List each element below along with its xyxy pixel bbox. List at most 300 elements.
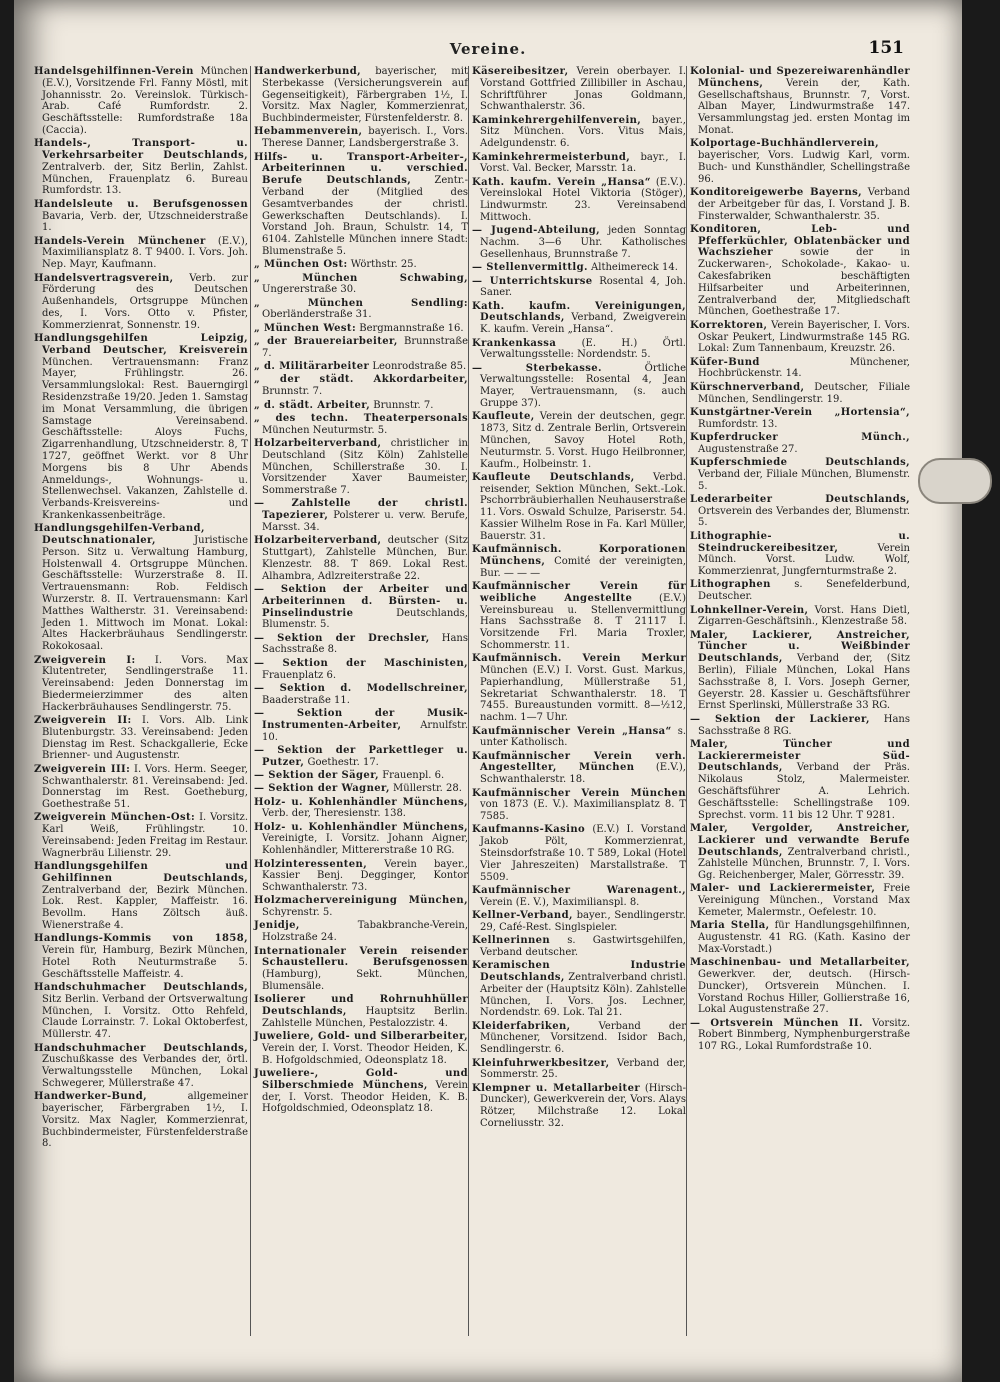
- entry-heading: Kaufmännischer Verein für weibliche Angestellte: [472, 580, 686, 604]
- directory-entry: [254, 920, 468, 944]
- entry-heading: Maschinenbau- und Metallarbeiter,: [690, 957, 910, 969]
- entry-heading: Kaufmännischer Warenagent.,: [472, 884, 686, 896]
- entry-text: Juristische Person. Sitz u. Verwaltung Hamburg, Holstenwall 4. Ortsgruppe München. Geschäftsstelle: Wurzerstraße 8. II. Vertrauensmann: Rob. Feldisch Wurzerstr. 8. II. Vertrauensmann: Karl Matthes Waltherstr. 31. Vereinsabend: Jeden 1. Mittwoch im Monat. Lokal: Altes Hackerbräuhaus Sendlingerstr. Rokokosaal.: [42, 535, 248, 653]
- directory-entry: [254, 273, 468, 297]
- directory-entry: [254, 946, 468, 993]
- directory-entry: [472, 653, 686, 724]
- directory-entry: [254, 374, 468, 398]
- entry-text: München (E.V.) I. Vorst. Gust. Markus, Papierhandlung, Müllerstraße 51, Sekretariat Schwanthalerstr. 18. T 7455. Bureaustunden vormitt. 8—½12, nachm. 1—7 Uhr.: [480, 665, 686, 724]
- entry-text: Hans Sachsstraße 8.: [262, 632, 468, 656]
- entry-text: Verband der, Filiale München, Blumenstr. 5.: [698, 468, 910, 492]
- directory-entry: [472, 276, 686, 300]
- directory-entry: [472, 824, 686, 883]
- entry-text: Verein Münch. Vorst. Ludw. Wolf, Kommerzienrat, Jungfernturmstraße 2.: [698, 542, 910, 578]
- column-rule: [250, 66, 251, 1336]
- entry-heading: Kaufmännischer Verein „Hansa“: [472, 725, 672, 737]
- entry-heading: Handels-Verein Münchener: [34, 235, 206, 247]
- entry-text: Verband der Münchener, Vorsitzend. Isidor Bach, Sendlingerstr. 6.: [480, 1020, 686, 1056]
- entry-heading: Lithographen: [690, 579, 771, 591]
- entry-heading: Konditoreigewerbe Bayerns,: [690, 186, 863, 198]
- entry-heading: Holz- u. Kohlenhändler Münchens,: [254, 821, 468, 833]
- entry-text: Wörthstr. 25.: [350, 259, 417, 271]
- entry-text: bayerischer, mit Sterbekasse (Versicherungsverein auf Gegenseitigkeit), Färbergraben 1½, I. Vorsitz. Max Nagler, Kommerzienrat, Buchbindermeister, Fürstenfelderstr. 8.: [262, 66, 468, 125]
- column-rule: [686, 66, 687, 1336]
- entry-text: München. Vertrauensmann: Franz Mayer, Frühlingstr. 26. Versammlungslokal: Rest. Bauerngirgl Residenzstraße 19/20. Jeden 1. Samstag im Monat Versammlung, die übrigen Samstage Vereinsabend. Geschäftsstelle: Aloys Fuchs, Zigarrenhandlung, Utzschneiderstr. 8, T 1727, geöffnet Werkt. vor 8 Uhr Morgens bis 8 Uhr Abends Anmeldungs-, Wohnungs- u. Stellenwechsel. Vakanzen, Zahlstelle d. Verbands-Kreisvereins- und Krankenkassenbeiträge.: [42, 356, 248, 521]
- entry-heading: Kürschnerverband,: [690, 381, 805, 393]
- directory-entry: [254, 400, 468, 412]
- entry-heading: Kupferschmiede Deutschlands,: [690, 457, 910, 468]
- directory-entry: [34, 333, 248, 522]
- entry-text: Verein der, I. Vorst. Theodor Heiden, K. B. Hofgoldschmied, Odeonsplatz 18.: [262, 1079, 468, 1115]
- entry-text: Verbd. reisender, Sektion München, Sekt.-Lok. Pschorrbräubierhallen Neuhauserstraße 11. Vors. Oswald Schulze, Pariserstr. 54. Kassier Wilhelm Rose in Fa. Karl Müller, Bauerstr. 31.: [480, 471, 686, 542]
- entry-text: Brunnstraße 7.: [262, 336, 468, 359]
- directory-entry: [472, 885, 686, 909]
- entry-text: Rosental 4, Joh. Saner.: [480, 275, 687, 299]
- entry-heading: Kaminkehrergehilfenverein,: [472, 114, 642, 126]
- running-title: Vereine.: [449, 40, 527, 58]
- entry-text: Zentralverband der, Bezirk München. Lok. Rest. Kappler, Maffeistr. 16. Bevollm. Hans Zöltsch äuß. Wienerstraße 4.: [42, 884, 248, 932]
- entry-text: bayer., Sitz München. Vors. Vitus Mais, Adelgundenstr. 6.: [480, 114, 686, 150]
- entry-text: (Hirsch-Duncker), Gewerkverein der, Vors. Alays Rötzer, Milchstraße 12. Lokal Corneliusstr. 32.: [480, 1082, 686, 1130]
- entry-text: Verband der Präs. Nikolaus Stolz, Malermeister. Geschäftsführer A. Lehrich. Geschäftsstelle: Schellingstraße 109. Sprechst. vorm. 11 bis 12 Uhr. T 9281.: [698, 762, 910, 821]
- entry-text: Leonrodstraße 85.: [372, 361, 467, 373]
- entry-heading: — Unterrichtskurse: [472, 275, 593, 287]
- entry-heading: — Sektion der Drechsler,: [254, 632, 430, 644]
- directory-entry: [472, 910, 686, 934]
- directory-entry: [472, 152, 686, 176]
- directory-entry: [472, 788, 686, 823]
- entry-heading: — Sektion der Lackierer,: [690, 713, 870, 725]
- entry-text: Vorsitz. Robert Binmberg, Nymphenburgerstraße 107 RG., Lokal Rumfordstraße 10.: [698, 1017, 910, 1053]
- entry-heading: Handelsgehilfinnen-Verein: [34, 66, 194, 77]
- book-page: [14, 0, 962, 1382]
- entry-text: München Neuturmstr. 5.: [262, 424, 388, 436]
- entry-text: Baaderstraße 11.: [262, 694, 350, 706]
- entry-heading: — Jugend-Abteilung,: [472, 225, 601, 237]
- entry-text: Deutschlands, Blumenstr. 5.: [262, 607, 468, 631]
- column-3: [472, 66, 686, 1131]
- directory-entry: [254, 259, 468, 271]
- entry-heading: Krankenkassa: [472, 337, 557, 349]
- directory-entry: [690, 579, 910, 603]
- directory-entry: [254, 770, 468, 782]
- directory-entry: [472, 338, 686, 362]
- entry-text: Verein Bayerischer, I. Vors. Oskar Peukert, Lindwurmstraße 145 RG. Lokal: Zum Tannenbaum, Kreuzstr. 26.: [698, 319, 910, 355]
- directory-entry: [690, 714, 910, 738]
- directory-entry: [690, 138, 910, 185]
- entry-heading: Holzmachervereinigung München,: [254, 895, 468, 907]
- entry-text: Sitz Berlin. Verband der Ortsverwaltung München, I. Vorsitz. Otto Rehfeld, Claude Lorrainstr. 7. Lokal Oktoberfest, Müllerstr. 47.: [42, 993, 248, 1041]
- entry-text: Örtliche Verwaltungsstelle: Rosental 4, Jean Mayer, Vertrauensmann, (s. auch Gruppe 37).: [480, 362, 686, 410]
- entry-text: bayer., Sendlingerstr. 29, Café-Rest. Singlspieler.: [480, 909, 686, 933]
- entry-heading: „ München Sendling:: [254, 297, 468, 309]
- entry-heading: — Sektion der Parkettleger u. Putzer,: [254, 744, 468, 768]
- entry-heading: Kaufmännisch. Korporationen Münchens,: [472, 544, 686, 567]
- entry-text: Bavaria, Verb. der, Utzschneiderstraße 1.: [42, 210, 248, 234]
- entry-text: Zuschußkasse des Verbandes der, örtl. Verwaltungsstelle München, Lokal Schwegerer, Müllerstraße 47.: [42, 1054, 248, 1089]
- directory-entry: [254, 126, 468, 150]
- entry-heading: — Ortsverein München II.: [690, 1017, 863, 1029]
- entry-heading: Kunstgärtner-Verein „Hortensia“,: [690, 406, 910, 418]
- entry-text: Arnulfstr. 10.: [262, 719, 468, 743]
- entry-heading: Kolportage-Buchhändlerverein,: [690, 138, 879, 150]
- entry-text: s. Senefelderbund, Deutscher.: [698, 579, 910, 603]
- entry-text: Hauptsitz Berlin. Zahlstelle München, Pestalozzistr. 4.: [262, 1006, 468, 1029]
- entry-heading: Handschuhmacher Deutschlands,: [34, 982, 248, 994]
- column-1: [34, 66, 248, 1152]
- directory-entry: [254, 66, 468, 125]
- directory-entry: [254, 783, 468, 795]
- entry-heading: — Sektion der Maschinisten,: [254, 657, 468, 669]
- directory-entry: [34, 715, 248, 762]
- entry-text: Verein der deutschen, gegr. 1873, Sitz d. Zentrale Berlin, Ortsverein München, Savoy Hotel Roth, Neuturmstr. 5. Vorst. Hugo Heilbronner, Kaufm., Holbeinstr. 1.: [480, 411, 686, 470]
- entry-text: Frauenpl. 6.: [382, 769, 445, 781]
- entry-text: (E.V.) I. Vorstand Jakob Pölt, Kommerzienrat, Steinsdorfstraße 10. T 589, Lokal (Hotel Vier Jahreszeiten) Marstallstraße. T 5509.: [480, 824, 686, 883]
- entry-text: Tabakbranche-Verein, Holzstraße 24.: [262, 920, 468, 944]
- entry-heading: Maler, Lackierer, Anstreicher, Tüncher u. Weißbinder Deutschlands,: [690, 629, 910, 665]
- entry-heading: Kath. kaufm. Verein „Hansa“: [472, 176, 651, 188]
- directory-entry: [690, 823, 910, 882]
- entry-text: Zentr.-Verband der (Mitglied des Gesamtverbandes der christl. Gewerkschaften Deutschlands). I. Vorstand Joh. Braun, Schulstr. 14, T 6104. Zahlstelle München innere Stadt: Blumenstraße 5.: [262, 175, 468, 257]
- entry-text: s. unter Katholisch.: [480, 725, 686, 749]
- directory-entry: [472, 751, 686, 786]
- directory-entry: [34, 236, 248, 271]
- directory-entry: [254, 361, 468, 373]
- directory-entry: [690, 66, 910, 137]
- entry-heading: Handlungsgehilfen und Gehilfinnen Deutschlands,: [34, 861, 248, 884]
- entry-heading: Hebammenverein,: [254, 126, 363, 138]
- entry-heading: Kupferdrucker Münch.,: [690, 431, 910, 443]
- directory-entry: [472, 1021, 686, 1056]
- directory-entry: [690, 920, 910, 955]
- entry-heading: Kellner-Verband,: [472, 909, 573, 921]
- directory-entry: [472, 726, 686, 750]
- directory-entry: [472, 544, 686, 579]
- directory-entry: [254, 323, 468, 335]
- entry-heading: Hilfs- u. Transport-Arbeiter-, Arbeiterinnen u. verschied. Berufe Deutschlands,: [254, 151, 468, 187]
- directory-entry: [254, 822, 468, 857]
- directory-entry: [690, 494, 910, 529]
- entry-text: Zentralverband christl., Zahlstelle München, Brunnstr. 7, I. Vors. Gg. Reichenberger, Maler, Görresstr. 39.: [698, 846, 910, 882]
- entry-text: bayr., I. Vorst. Val. Becker, Marsstr. 1a.: [480, 151, 686, 175]
- entry-heading: Klempner u. Metallarbeiter: [472, 1082, 641, 1094]
- entry-heading: „ des techn. Theaterpersonals: [254, 412, 468, 424]
- entry-text: Bergmannstraße 16.: [359, 322, 464, 334]
- directory-entry: [690, 883, 910, 918]
- entry-text: Frauenplatz 6.: [262, 669, 337, 681]
- entry-heading: — Sektion der Wagner,: [254, 783, 390, 795]
- entry-text: München (E.V.), Vorsitzende Frl. Fanny Möstl, mit Johannisstr. 2o. Vereinslok. Türkisch-Arab. Café Rumfordstr. 2. Geschäftsstelle: Rumfordstraße 18a (Caccia).: [42, 66, 248, 136]
- entry-heading: Küfer-Bund: [690, 356, 760, 368]
- directory-entry: [254, 797, 468, 821]
- directory-entry: [690, 630, 910, 713]
- entry-heading: Zweigverein München-Ost:: [34, 812, 196, 824]
- directory-entry: [690, 457, 910, 492]
- entry-heading: Holzinteressenten,: [254, 858, 368, 870]
- entry-heading: Korrektoren,: [690, 319, 768, 331]
- entry-heading: Zweigverein III:: [34, 763, 131, 775]
- entry-heading: Maler- und Lackierermeister,: [690, 883, 876, 895]
- directory-entry: [472, 472, 686, 543]
- directory-entry: [34, 655, 248, 714]
- directory-entry: [690, 531, 910, 578]
- directory-entry: [34, 812, 248, 859]
- entry-text: Münchener, Hochbrückenstr. 14.: [698, 356, 910, 380]
- entry-heading: „ d. städt. Arbeiter,: [254, 399, 371, 411]
- entry-text: Polsterer u. verw. Berufe, Marsst. 34.: [262, 510, 468, 533]
- column-4: [690, 66, 910, 1055]
- entry-text: I. Vorsitz. Karl Weiß, Frühlingstr. 10. Vereinsabend: Jeden Freitag im Restaur. Wagnerbräu Lilienstr. 29.: [42, 812, 248, 859]
- entry-heading: Kellnerinnen: [472, 935, 551, 947]
- entry-heading: Isolierer und Rohrnuhhüller Deutschlands,: [254, 994, 468, 1018]
- directory-entry: [472, 960, 686, 1019]
- entry-text: Verein bayer., Kassier Benj. Degginger, Kontor Schwanthalerstr. 73.: [262, 858, 468, 894]
- entry-text: Ungererstraße 30.: [262, 284, 357, 296]
- directory-entry: [254, 438, 468, 497]
- entry-text: Verband der, (Sitz Berlin), Filiale München, Lokal Hans Sachsstraße 8, I. Vors. Joseph Gerner, Geyerstr. 28. Kassier u. Geschäftsführer Ernst Sperlinski, Müllerstraße 33 RG.: [698, 653, 910, 712]
- directory-entry: [690, 739, 910, 822]
- entry-heading: Zweigverein II:: [34, 715, 132, 727]
- entry-text: für Handlungsgehilfinnen, Augustenstr. 41 RG. (Kath. Kasino der Max-Vorstadt.): [698, 920, 910, 955]
- entry-text: (E.V.), Maximiliansplatz 8. T 9400. I. Vors. Joh. Nep. Mayr, Kaufmann.: [42, 235, 248, 271]
- entry-heading: Maler, Vergolder, Anstreicher, Lackierer und verwandte Berufe Deutschlands,: [690, 822, 910, 858]
- directory-entry: [472, 581, 686, 652]
- entry-heading: „ München West:: [254, 322, 357, 334]
- entry-text: Verein oberbayer. I. Vorstand Gottfried Zillibiller in Aschau, Schriftführer Jonas Goldmann, Schwanthalerstr. 36.: [480, 66, 686, 113]
- entry-text: Deutscher, Filiale München, Sendlingerstr. 19.: [698, 381, 910, 405]
- entry-heading: Konditoren, Leb- und Pfefferküchler, Oblatenbäcker und Wachszieher: [690, 223, 910, 259]
- entry-text: (Hamburg), Sekt. München, Blumensäle.: [262, 969, 468, 992]
- entry-heading: — Sektion der Säger,: [254, 769, 380, 781]
- entry-heading: Keramischen Industrie Deutschlands,: [472, 960, 686, 983]
- entry-text: Oberländerstraße 31.: [262, 309, 372, 321]
- directory-entry: [472, 262, 686, 274]
- directory-entry: [34, 1091, 248, 1150]
- entry-text: I. Vors. Max Klutentreter, Sendlingerstraße 11. Vereinsabend: Jeden Donnerstag im Biedermeierzimmer des alten Hackerbräuhauses Sendlingerstr. 75.: [42, 654, 248, 713]
- entry-heading: „ d. Militärarbeiter: [254, 361, 370, 373]
- page-tab-marker: [918, 458, 992, 504]
- entry-heading: Kleinfuhrwerkbesitzer,: [472, 1057, 610, 1069]
- directory-entry: [254, 1031, 468, 1066]
- entry-heading: Handschuhmacher Deutschlands,: [34, 1042, 248, 1054]
- entry-text: von 1873 (E. V.). Maximiliansplatz 8. T 7585.: [480, 799, 686, 823]
- directory-entry: [254, 658, 468, 682]
- directory-entry: [254, 152, 468, 258]
- entry-text: Brunnstr. 7.: [373, 399, 434, 411]
- entry-heading: „ der städt. Akkordarbeiter,: [254, 374, 468, 386]
- entry-heading: Lithographie- u. Steindruckereibesitzer,: [690, 530, 910, 554]
- entry-text: Verb. zur Förderung des Deutschen Außenhandels, Ortsgruppe München des, I. Vors. Otto v. Pfister, Kommerzienrat, Sonnenstr. 19.: [42, 272, 248, 331]
- entry-heading: „ der Brauereiarbeiter,: [254, 336, 398, 348]
- directory-entry: [690, 432, 910, 456]
- page-number: 151: [868, 38, 904, 58]
- entry-text: Verb. der, Theresienstr. 138.: [262, 808, 406, 820]
- entry-heading: — Sterbekasse.: [472, 362, 602, 374]
- entry-heading: Kleiderfabriken,: [472, 1020, 571, 1032]
- directory-entry: [690, 382, 910, 406]
- entry-heading: Juweliere-, Gold- und Silberschmiede Münchens,: [254, 1068, 468, 1091]
- directory-entry: [34, 199, 248, 234]
- entry-heading: Zweigverein I:: [34, 654, 136, 666]
- entry-text: Verband, Zweigverein K. kaufm. Verein „Hansa“.: [480, 312, 686, 336]
- directory-entry: [690, 224, 910, 318]
- entry-text: Schyrenstr. 5.: [262, 907, 333, 919]
- entry-text: (E.V.) Vereinsbureau u. Stellenvermittlung Hans Sachsstraße 8. T 21117 I. Vorsitzende Frl. Maria Troxler, Schommerstr. 11.: [480, 592, 686, 651]
- entry-heading: Handlungs-Kommis von 1858,: [34, 933, 248, 945]
- directory-entry: [34, 861, 248, 932]
- entry-heading: Kaufleute,: [472, 411, 535, 423]
- directory-entry: [472, 1083, 686, 1130]
- entry-heading: Internationaler Verein reisender Schaustelleru. Berufsgenossen: [254, 945, 468, 969]
- entry-text: jeden Sonntag Nachm. 3—6 Uhr. Katholisches Gesellenhaus, Brunnstraße 7.: [480, 225, 687, 260]
- directory-entry: [34, 273, 248, 332]
- entry-text: Zentralverband christl. Arbeiter der (Hauptsitz Köln). Zahlstelle München, I. Vors. Jos. Lechner, Nordendstr. 69. Lok. Tal 21.: [480, 971, 686, 1019]
- entry-heading: „ München Schwabing,: [254, 272, 468, 284]
- directory-entry: [472, 1058, 686, 1082]
- entry-heading: Kolonial- und Spezereiwarenhändler Münchens,: [690, 66, 910, 89]
- entry-heading: Juweliere, Gold- und Silberarbeiter,: [254, 1031, 468, 1043]
- entry-text: Comité der vereinigten, Bur. — — —: [480, 555, 686, 579]
- entry-heading: — Sektion d. Modellschreiner,: [254, 682, 468, 694]
- entry-heading: — Zahlstelle der christl. Tapezierer,: [254, 498, 468, 522]
- entry-text: Goethestr. 17.: [307, 756, 379, 768]
- directory-entry: [690, 605, 910, 629]
- directory-entry: [254, 895, 468, 919]
- directory-entry: [254, 683, 468, 707]
- directory-entry: [472, 66, 686, 113]
- entry-heading: Kaufleute Deutschlands,: [472, 471, 635, 483]
- entry-heading: Maler, Tüncher und Lackierermeister Süd-Deutschlands,: [690, 738, 910, 774]
- directory-entry: [472, 115, 686, 150]
- entry-text: Verband der Arbeitgeber für das, I. Vorstand J. B. Finsterwalder, Schwanthalerstr. 35.: [698, 186, 910, 222]
- entry-heading: Kaufmännischer Verein München: [472, 787, 686, 799]
- entry-text: Verein (E. V.), Maximilianspl. 8.: [480, 896, 640, 908]
- directory-entry: [254, 584, 468, 631]
- entry-heading: Lohnkellner-Verein,: [690, 604, 809, 616]
- directory-entry: [254, 708, 468, 743]
- entry-text: deutscher (Sitz Stuttgart), Zahlstelle München, Bur. Klenzestr. 88. T 869. Lokal Rest. Alhambra, Adlzreiterstraße 22.: [262, 535, 468, 582]
- directory-entry: [254, 859, 468, 894]
- entry-heading: Handels-, Transport- u. Verkehrsarbeiter Deutschlands,: [34, 138, 248, 162]
- entry-heading: Holzarbeiterverband,: [254, 437, 382, 449]
- entry-text: I. Vors. Herm. Seeger, Schwanthalerstr. 81. Vereinsabend: Jed. Donnerstag im Rest. Goetheburg, Goethestraße 51.: [42, 763, 248, 811]
- directory-entry: [472, 177, 686, 224]
- entry-heading: Holz- u. Kohlenhändler Münchens,: [254, 796, 468, 808]
- entry-heading: — Stellenvermittlg.: [472, 262, 588, 274]
- directory-entry: [34, 764, 248, 811]
- entry-heading: Handwerker-Bund,: [34, 1091, 148, 1103]
- directory-entry: [254, 298, 468, 322]
- directory-entry: [472, 225, 686, 260]
- directory-entry: [472, 363, 686, 410]
- entry-text: Ortsverein des Verbandes der, Blumenstr. 5.: [698, 505, 910, 529]
- directory-entry: [690, 187, 910, 222]
- entry-heading: — Sektion der Arbeiter und Arbeiterinnen d. Bürsten- u. Pinselindustrie: [254, 583, 468, 619]
- column-rule: [468, 66, 469, 1336]
- entry-text: bayerischer, Vors. Ludwig Karl, vorm. Buch- und Kunsthändler, Schellingstraße 96.: [698, 150, 910, 185]
- directory-entry: [254, 633, 468, 657]
- entry-heading: Kaminkehrermeisterbund,: [472, 151, 631, 163]
- directory-entry: [254, 535, 468, 582]
- entry-heading: „ München Ost:: [254, 259, 348, 271]
- entry-text: Freie Vereinigung München., Vorstand Max Kemeter, Malermstr., Oefelestr. 10.: [698, 883, 910, 918]
- entry-text: I. Vors. Alb. Link Blutenburgstr. 33. Vereinsabend: Jeden Dienstag im Rest. Schackgallerie, Ecke Brienner- und Augustenstr.: [42, 715, 249, 762]
- directory-entry: [472, 411, 686, 470]
- directory-entry: [254, 994, 468, 1029]
- page-header: [14, 38, 962, 68]
- entry-heading: Handlungsgehilfen-Verband, Deutschnationaler,: [34, 523, 205, 547]
- directory-entry: [690, 957, 910, 1016]
- entry-heading: Handlungsgehilfen Leipzig, Verband Deutscher, Kreisverein: [34, 333, 248, 356]
- entry-heading: Kaufmännisch. Verein Merkur: [472, 653, 686, 665]
- directory-entry: [34, 523, 248, 653]
- entry-heading: Kath. kaufm. Vereinigungen, Deutschlands,: [472, 300, 686, 324]
- directory-entry: [254, 745, 468, 769]
- entry-text: allgemeiner bayerischer, Färbergraben 1½, I. Vorsitz. Max Nagler, Kommerzienrat, Buchbindermeister, Fürstenfelderstraße 8.: [42, 1091, 248, 1150]
- directory-entry: [34, 1043, 248, 1090]
- entry-heading: Holzarbeiterverband,: [254, 535, 382, 547]
- entry-text: Hans Sachsstraße 8 RG.: [698, 713, 910, 737]
- entry-heading: Maria Stella,: [690, 920, 770, 932]
- directory-entry: [472, 301, 686, 336]
- directory-entry: [690, 1018, 910, 1053]
- entry-text: Vorst. Hans Dietl, Zigarren-Geschäftsinh., Klenzestraße 58.: [698, 604, 910, 628]
- entry-text: (E. H.) Örtl. Verwaltungsstelle: Nordendstr. 5.: [480, 337, 686, 361]
- entry-text: (E.V.), Schwanthalerstr. 18.: [480, 762, 686, 786]
- entry-heading: Kaufmanns-Kasino: [472, 824, 586, 836]
- directory-entry: [254, 336, 468, 360]
- entry-heading: Lederarbeiter Deutschlands,: [690, 493, 910, 505]
- entry-text: Augustenstraße 27.: [698, 443, 798, 455]
- directory-entry: [34, 138, 248, 197]
- directory-entry: [34, 66, 248, 137]
- entry-heading: — Sektion der Musik-Instrumenten-Arbeiter,: [254, 707, 468, 731]
- entry-heading: Handwerkerbund,: [254, 66, 361, 77]
- entry-text: Verein der, I. Vorst. Theodor Heiden, K. B. Hofgoldschmied, Odeonsplatz 18.: [262, 1042, 468, 1066]
- entry-heading: Handelsvertragsverein,: [34, 272, 174, 284]
- entry-text: christlicher in Deutschland (Sitz Köln) Zahlstelle München, Schillerstraße 30. I. Vorsitzender Xaver Baumeister, Sommerstraße 7.: [262, 437, 468, 497]
- entry-text: Zentralverb. der, Sitz Berlin, Zahlst. München, Frauenplatz 6. Bureau Rumfordstr. 13.: [42, 161, 248, 197]
- directory-entry: [34, 982, 248, 1041]
- entry-text: Brunnstr. 7.: [262, 386, 323, 398]
- entry-text: s. Gastwirtsgehilfen, Verband deutscher.: [480, 935, 686, 958]
- entry-heading: Kaufmännischer Verein verh. Angestellter, München: [472, 750, 686, 774]
- entry-text: Verein für, Hamburg, Bezirk München, Hotel Roth Neuturmstraße 5. Geschäftsstelle Maffeistr. 4.: [42, 945, 248, 980]
- entry-text: Gewerkver. der, deutsch. (Hirsch-Duncker), Ortsverein München. I. Vorstand Rochus Hiller, Gollierstraße 16, Lokal Augustenstraße 27.: [698, 968, 910, 1016]
- entry-heading: Käsereibesitzer,: [472, 66, 569, 77]
- entry-heading: Jenidje,: [254, 920, 300, 932]
- directory-entry: [472, 935, 686, 959]
- entry-text: Rumfordstr. 13.: [698, 418, 778, 430]
- entry-text: Verein der, Kath. Gesellschaftshaus, Brunnstr. 7, Vorst. Alban Mayer, Lindwurmstraße 147. Versammlungstag jed. ersten Montag im Monat.: [698, 77, 910, 136]
- entry-text: bayerisch. I., Vors. Therese Danner, Landsbergerstraße 3.: [262, 126, 468, 150]
- directory-entry: [254, 498, 468, 533]
- directory-entry: [34, 933, 248, 980]
- entry-text: Verband der, Sommerstr. 25.: [480, 1057, 686, 1081]
- entry-text: sowie der in Zuckerwaren-, Schokolade-, Kakao- u. Cakesfabriken beschäftigten Hilfsarbeiter und Arbeiterinnen, Zentralverband der, Mitgliedschaft München, Goethestraße 17.: [698, 247, 910, 318]
- directory-entry: [690, 320, 910, 355]
- entry-text: Müllerstr. 28.: [393, 783, 462, 795]
- column-2: [254, 66, 468, 1117]
- entry-text: Altheimereck 14.: [591, 262, 678, 274]
- entry-text: Vereinigte, I. Vorsitz. Johann Aigner, Kohlenhändler, Mittererstraße 10 RG.: [262, 833, 468, 857]
- directory-entry: [254, 413, 468, 437]
- entry-heading: Handelsleute u. Berufsgenossen: [34, 198, 248, 210]
- directory-entry: [254, 1068, 468, 1115]
- directory-entry: [690, 407, 910, 431]
- entry-text: (E.V.). Vereinslokal Hotel Viktoria (Stöger), Lindwurmstr. 23. Vereinsabend Mittwoch.: [480, 176, 686, 224]
- directory-entry: [690, 357, 910, 381]
